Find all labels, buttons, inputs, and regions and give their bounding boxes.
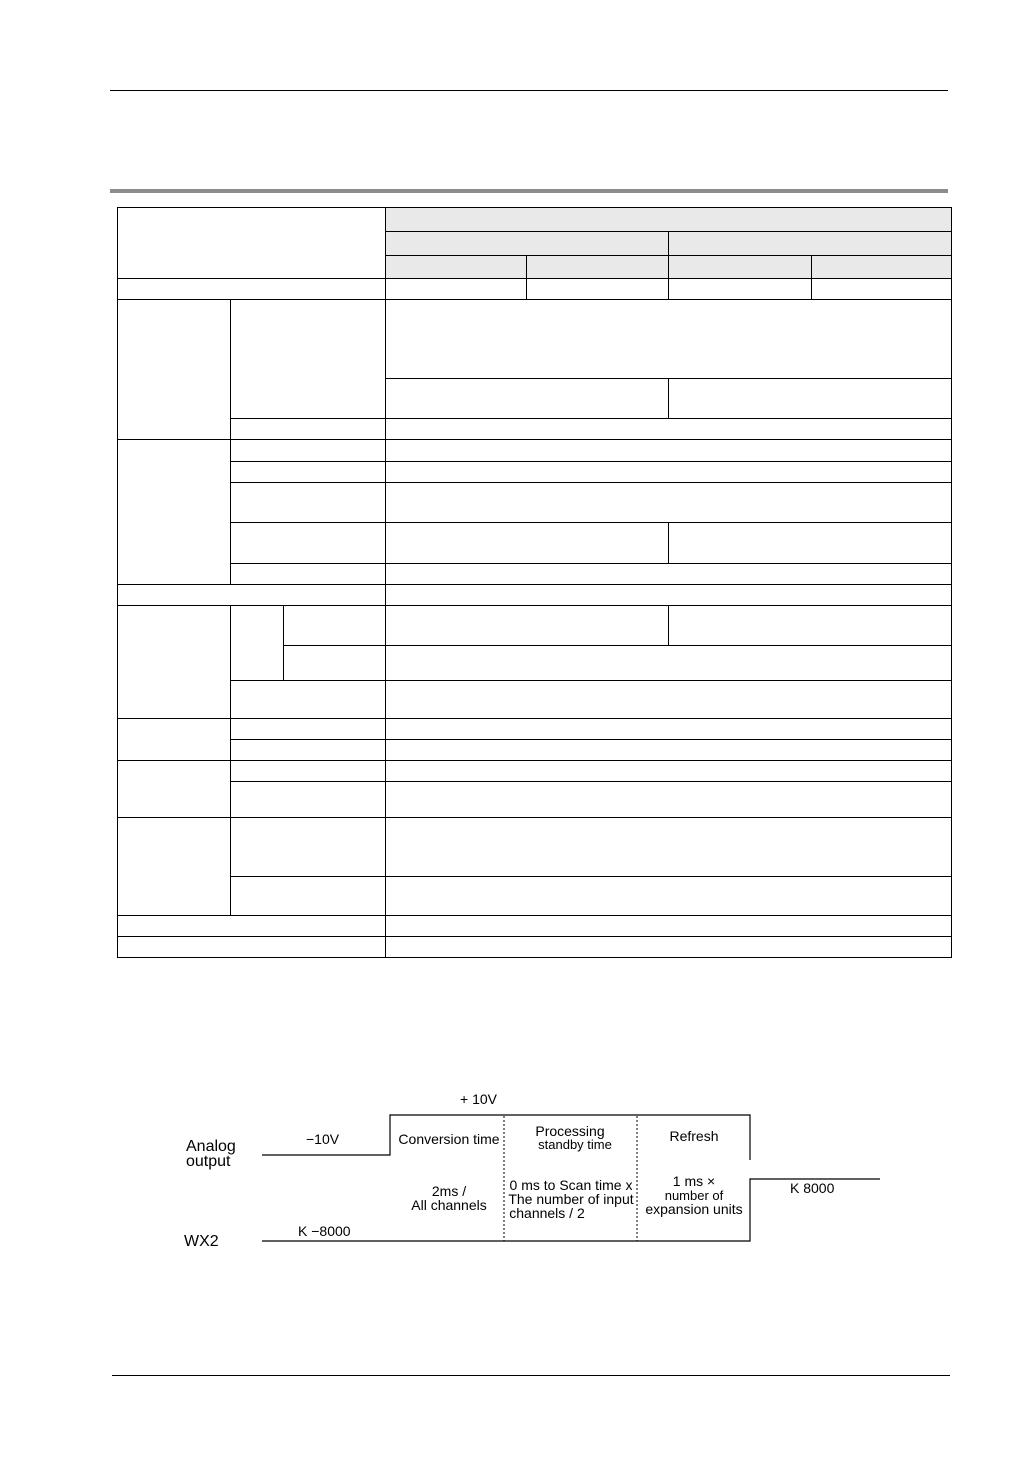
table-cell xyxy=(386,300,952,379)
table-cell xyxy=(669,606,952,646)
table-cell xyxy=(118,440,231,585)
table-header-blank xyxy=(118,208,386,279)
table-cell xyxy=(386,606,669,646)
footer-rule xyxy=(112,1375,950,1376)
table-cell xyxy=(812,279,952,300)
table-cell xyxy=(231,523,386,564)
conversion-time-value: All channels xyxy=(411,1197,487,1213)
wx2-label: WX2 xyxy=(184,1233,219,1250)
table-header-cell xyxy=(669,256,812,279)
table-cell xyxy=(118,817,231,915)
k-8000-label: K 8000 xyxy=(790,1180,835,1196)
table-cell xyxy=(386,419,952,440)
refresh-value: number of xyxy=(664,1188,724,1203)
table-cell xyxy=(386,523,669,564)
table-cell xyxy=(386,681,952,718)
table-cell xyxy=(386,817,952,876)
table-cell xyxy=(231,300,386,419)
table-cell xyxy=(386,876,952,915)
minus-10v-label: −10V xyxy=(306,1131,340,1147)
table-cell xyxy=(118,718,231,760)
table-header-cell xyxy=(812,256,952,279)
table-cell xyxy=(118,936,386,957)
table-cell xyxy=(231,817,386,876)
table-header-cell xyxy=(386,232,669,256)
table-header-cell xyxy=(386,208,952,232)
table-cell xyxy=(231,760,386,781)
table-cell xyxy=(284,646,386,681)
table-cell xyxy=(386,936,952,957)
header-rule xyxy=(110,90,948,91)
table-cell xyxy=(118,585,386,606)
refresh-value: 1 ms × xyxy=(672,1173,716,1189)
table-header-cell xyxy=(669,232,952,256)
table-cell xyxy=(118,300,231,440)
table-cell xyxy=(669,379,952,419)
table-cell xyxy=(386,760,952,781)
section-divider-bar xyxy=(110,189,948,193)
processing-value: channels / 2 xyxy=(509,1205,585,1221)
refresh-label: Refresh xyxy=(669,1128,719,1144)
table-cell xyxy=(386,379,669,419)
table-cell xyxy=(386,462,952,483)
table-cell xyxy=(386,781,952,817)
analog-output-label: output xyxy=(186,1153,231,1170)
refresh-value: expansion units xyxy=(645,1201,743,1217)
timing-chart xyxy=(0,1080,1032,1280)
table-cell xyxy=(231,483,386,523)
conversion-time-label: Conversion time xyxy=(398,1131,500,1147)
table-cell xyxy=(231,739,386,760)
table-cell xyxy=(386,564,952,585)
analog-output-label: Analog xyxy=(186,1138,236,1155)
table-cell xyxy=(669,523,952,564)
conversion-time-value: 2ms / xyxy=(431,1183,467,1199)
table-cell xyxy=(231,419,386,440)
k-minus-8000-label: K −8000 xyxy=(298,1223,351,1239)
table-cell xyxy=(386,585,952,606)
table-cell xyxy=(118,915,386,936)
table-header-cell xyxy=(386,256,527,279)
table-cell xyxy=(669,279,812,300)
processing-value: The number of input xyxy=(508,1191,634,1207)
table-cell xyxy=(231,876,386,915)
table-cell xyxy=(231,462,386,483)
table-cell xyxy=(386,739,952,760)
table-cell xyxy=(386,646,952,681)
table-cell xyxy=(386,440,952,462)
processing-label: standby time xyxy=(538,1137,612,1152)
table-cell xyxy=(231,681,386,718)
table-cell xyxy=(231,440,386,462)
table-cell xyxy=(231,718,386,739)
table-cell xyxy=(284,606,386,646)
table-cell xyxy=(386,915,952,936)
processing-label: Processing xyxy=(535,1123,605,1139)
table-header-cell xyxy=(527,256,669,279)
table-cell xyxy=(118,279,386,300)
plus-10v-label: + 10V xyxy=(460,1091,497,1107)
processing-value: 0 ms to Scan time x xyxy=(509,1177,633,1193)
table-cell xyxy=(231,564,386,585)
table-cell xyxy=(386,279,527,300)
table-cell xyxy=(527,279,669,300)
table-cell xyxy=(386,483,952,523)
table-cell xyxy=(118,606,231,718)
specification-table xyxy=(117,207,952,958)
table-cell xyxy=(231,606,284,681)
table-cell xyxy=(386,718,952,739)
table-cell xyxy=(118,760,231,817)
table-cell xyxy=(231,781,386,817)
